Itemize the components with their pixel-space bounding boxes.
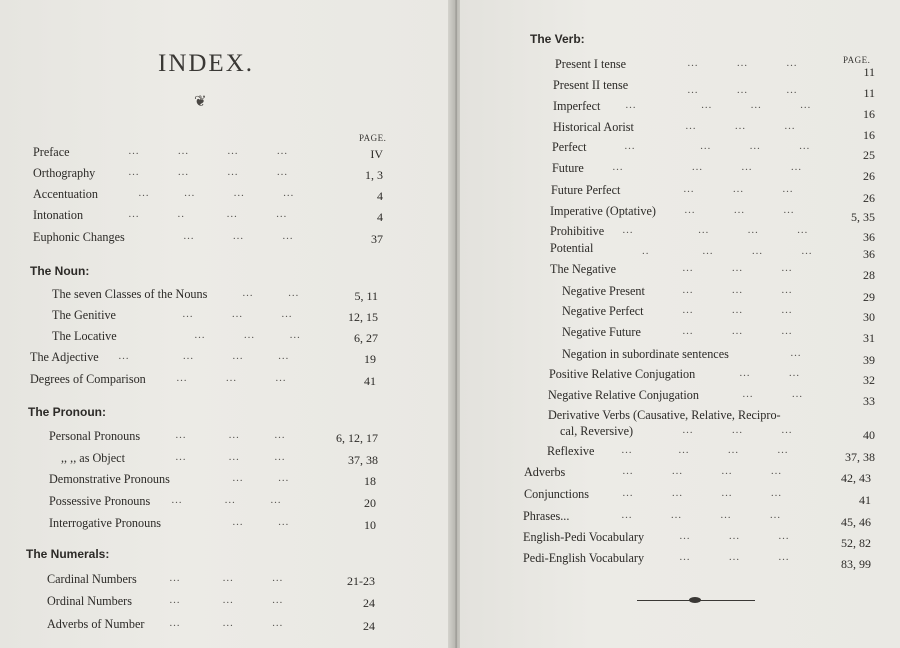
leader-dots: … … … [169,572,284,584]
index-entry [52,308,380,328]
entry-page: 42, 43 [841,471,871,485]
index-entry [550,241,875,261]
entry-label: Imperative (Optative) [550,204,656,218]
index-title: INDEX. [158,50,255,77]
section-heading [530,32,830,52]
index-entry [33,230,393,250]
entry-page: 10 [364,518,376,532]
index-entry [52,287,380,307]
entry-page: 37, 38 [348,453,378,467]
leader-dots: … … … [683,183,794,195]
entry-label: Possessive Pronouns [49,494,151,508]
index-entry [33,145,393,165]
index-entry [47,594,377,614]
section-heading-label: The Pronoun: [28,405,106,419]
index-entry [553,120,875,140]
leader-dots: … … … [682,325,793,337]
entry-label: Adverbs of Number [47,617,145,631]
index-entry [47,617,377,637]
leader-dots: … … … … [622,465,783,477]
entry-label: Personal Pronouns [49,429,141,443]
entry-page: 11 [863,65,875,79]
index-entry [551,183,875,203]
leader-dots: … … [232,516,290,528]
entry-page: 33 [863,394,875,408]
leader-dots: .. … … … [642,245,813,257]
entry-label: Negative Future [562,325,641,339]
entry-label-continuation: cal, Reversive) [560,424,634,438]
index-entry [547,444,875,464]
leader-dots: … … … … [622,487,783,499]
leader-dots: … … … … [118,350,290,362]
entry-label: Positive Relative Conjugation [549,367,696,381]
leader-dots: … … … [684,204,795,216]
entry-page: 21-23 [347,574,375,588]
entry-page: 28 [863,268,875,282]
leader-dots: … … … [682,262,793,274]
entry-label: The seven Classes of the Nouns [52,287,208,301]
entry-label: Negative Relative Conjugation [548,388,699,402]
section-heading-label: The Verb: [530,32,585,46]
entry-page: 83, 99 [841,557,871,571]
entry-label: Phrases... [523,509,570,523]
entry-page: 16 [863,107,875,121]
leader-dots: … … [242,287,300,299]
leader-dots: … … … [175,429,286,441]
leader-dots: … … … [182,308,293,320]
leader-dots: … … … [175,451,286,463]
entry-page: 32 [863,373,875,387]
entry-page: 12, 15 [348,310,378,324]
end-rule-ornament [689,597,701,603]
index-entry [553,99,875,119]
entry-label: Preface [33,145,70,159]
leader-dots: … … … [176,372,287,384]
entry-label: Present I tense [555,57,627,71]
entry-page: 16 [863,128,875,142]
entry-page: 41 [859,493,871,507]
entry-page: 36 [863,247,875,261]
entry-label: Present II tense [553,78,629,92]
entry-page: 37 [371,232,383,246]
leader-dots: … … … [682,304,793,316]
index-entry [552,161,875,181]
index-entry [562,325,875,345]
leader-dots: … … [739,367,801,379]
entry-label: Interrogative Pronouns [49,516,162,530]
page-column-header: PAGE. [843,55,871,65]
entry-label: Cardinal Numbers [47,572,137,586]
leader-dots: … … … [679,530,790,542]
index-entry [33,166,393,186]
entry-label: Accentuation [33,187,98,201]
entry-label: Potential [550,241,594,255]
entry-page: IV [370,147,383,161]
section-heading [30,264,390,284]
entry-page: 4 [377,189,383,203]
entry-page: 25 [863,148,875,162]
entry-label: Demonstrative Pronouns [49,472,170,486]
entry-label: Historical Aorist [553,120,634,134]
index-entry [562,304,875,324]
leader-dots: … … … [685,120,796,132]
entry-label: Orthography [33,166,96,180]
leader-dots: … … … … [622,224,809,236]
entry-page: 30 [863,310,875,324]
leader-dots: … … [742,388,804,400]
entry-label: Reflexive [547,444,595,458]
entry-label: Euphonic Changes [33,230,125,244]
leader-dots: … … [232,472,290,484]
index-entry [49,429,380,449]
entry-page: 6, 27 [354,331,378,345]
leader-dots: … … … [682,284,793,296]
leader-dots: … … … … [128,166,289,178]
section-heading [26,547,386,567]
entry-page: 1, 3 [365,168,383,182]
entry-label: ,, ,, as Object [61,451,125,465]
entry-label: Degrees of Comparison [30,372,146,386]
index-entry [548,408,875,442]
entry-page: 6, 12, 17 [336,431,378,445]
entry-label: Derivative Verbs (Causative, Relative, Recipro- [548,408,781,422]
index-entry [33,208,393,228]
entry-page: 29 [863,290,875,304]
leader-dots: … … … … [621,444,789,456]
index-entry [523,530,875,550]
index-entry [548,388,875,408]
leader-dots: … … … [687,57,798,69]
entry-label: Intonation [33,208,84,222]
entry-page: 39 [863,353,875,367]
entry-page: 52, 82 [841,536,871,550]
entry-label: Pedi-English Vocabulary [523,551,645,565]
entry-label: English-Pedi Vocabulary [523,530,645,544]
leader-dots: … … … … [624,140,811,152]
index-entry [33,187,393,207]
index-entry [30,350,380,370]
entry-label: Conjunctions [524,487,590,501]
ornament-icon: ❦ [194,94,207,110]
entry-label: Perfect [552,140,587,154]
entry-label: Ordinal Numbers [47,594,132,608]
entry-label: The Locative [52,329,117,343]
entry-page: 31 [863,331,875,345]
entry-page: 5, 11 [354,289,378,303]
leader-dots: … … … … [621,509,782,521]
entry-label: The Adjective [30,350,99,364]
leader-dots: … … … [169,594,284,606]
entry-page: 24 [363,596,375,610]
index-entry [553,78,875,98]
entry-page: 37, 38 [845,450,875,464]
index-entry [549,367,875,387]
index-entry [550,262,875,282]
leader-dots: … … … [183,230,294,242]
index-entry [524,465,875,485]
index-entry [49,494,380,514]
section-heading [28,405,388,425]
index-entry [523,509,875,529]
section-heading-label: The Noun: [30,264,90,278]
leader-dots: … … … [169,617,284,629]
index-entry [562,347,875,367]
entry-label: Future [552,161,584,175]
leader-dots: … … … [687,84,798,96]
entry-page: 26 [863,169,875,183]
entry-label: Imperfect [553,99,601,113]
entry-page: 24 [363,619,375,633]
entry-label: Negative Present [562,284,645,298]
entry-label: The Genitive [52,308,116,322]
leader-dots: … [790,347,802,359]
entry-label: Adverbs [524,465,566,479]
index-entry [49,472,380,492]
leader-dots: … … … … [612,161,803,173]
entry-label: Future Perfect [551,183,621,197]
entry-page: 19 [364,352,376,366]
leader-dots: … … … [682,424,793,436]
index-entry [49,451,380,471]
entry-page: 18 [364,474,376,488]
entry-page: 41 [364,374,376,388]
page-column-header: PAGE. [359,133,387,143]
section-heading-label: The Numerals: [26,547,110,561]
entry-label: Negation in subordinate sentences [562,347,729,361]
entry-page: 5, 35 [851,210,875,224]
entry-label: Prohibitive [550,224,605,238]
entry-page: 20 [364,496,376,510]
leader-dots: … … … … [625,99,812,111]
entry-label: The Negative [550,262,616,276]
leader-dots: … … … … [128,145,289,157]
index-entry [49,516,380,536]
index-entry [524,487,875,507]
index-entry [47,572,377,592]
entry-page: 40 [863,428,875,442]
leader-dots: … … … … [138,187,295,199]
leader-dots: … … … [171,494,282,506]
entry-page: 45, 46 [841,515,871,529]
entry-label: Negative Perfect [562,304,644,318]
entry-page: 36 [863,230,875,244]
leader-dots: … … … [679,551,790,563]
entry-page: 4 [377,210,383,224]
leader-dots: … … … [194,329,302,341]
entry-page: 26 [863,191,875,205]
index-entry [555,57,875,77]
index-entry [550,204,875,224]
index-entry [562,284,875,304]
index-entry [52,329,380,349]
entry-page: 11 [863,86,875,100]
leader-dots: … .. … … [128,208,288,220]
index-entry [523,551,875,571]
index-entry [552,140,875,160]
index-entry [30,372,380,392]
